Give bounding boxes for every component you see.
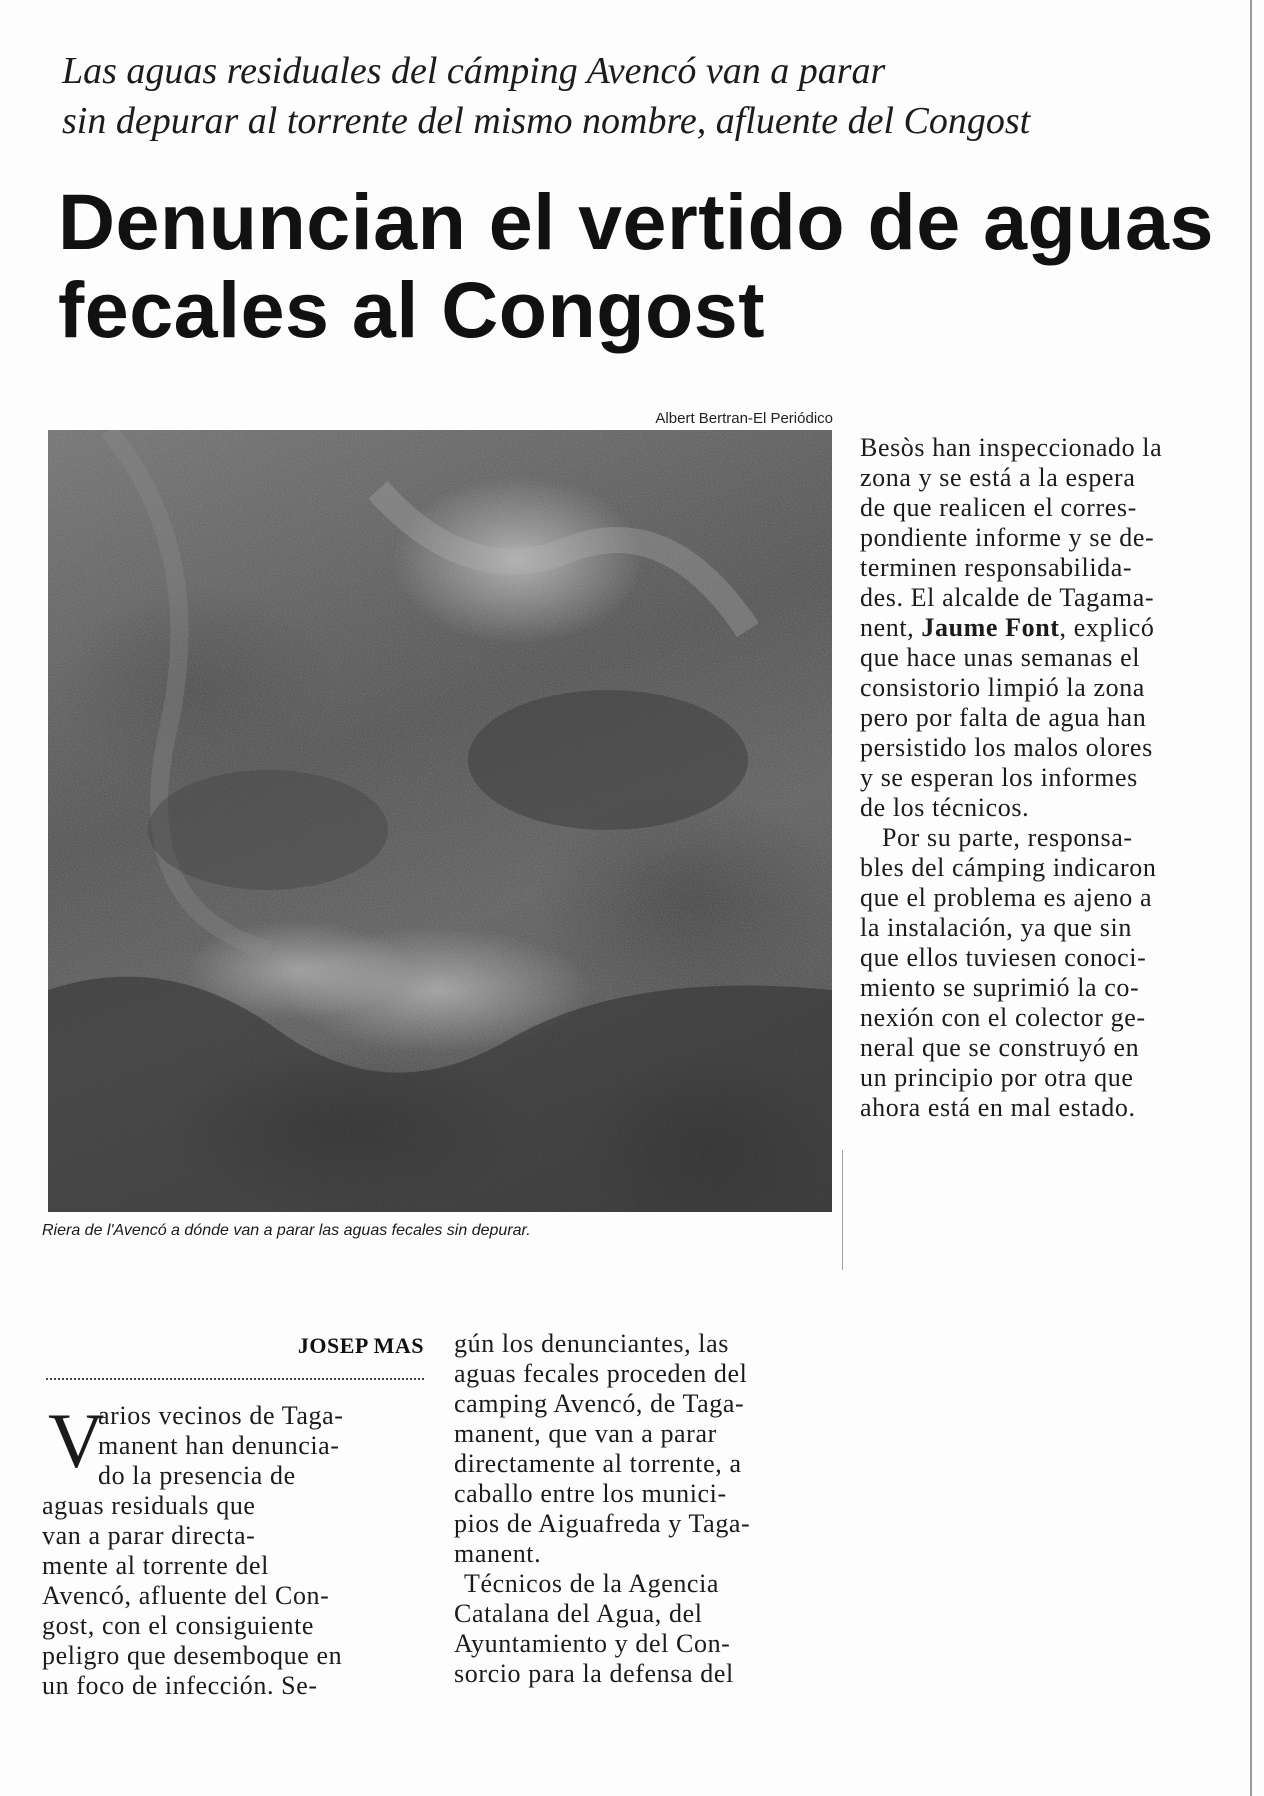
article-column-left	[42, 1397, 420, 1701]
text-line: Ayuntamiento y del Con-	[454, 1629, 731, 1658]
text-line: pondiente informe y se de-	[860, 523, 1155, 552]
headline-line: Denuncian el vertido de aguas	[58, 177, 1214, 266]
article-column-middle	[454, 1329, 824, 1689]
text-line: persistido los malos olores	[860, 733, 1153, 762]
column-separator	[842, 1150, 843, 1270]
byline: JOSEP MAS	[297, 1333, 424, 1358]
text-line: peligro que desemboque en	[42, 1641, 343, 1670]
text-line: pios de Aiguafreda y Taga-	[454, 1509, 751, 1538]
text-line: manent, que van a parar	[454, 1419, 717, 1448]
text-line: Técnicos de la Agencia	[464, 1569, 720, 1598]
text-line: arios vecinos de Taga-	[98, 1401, 344, 1430]
text-line: y se esperan los informes	[860, 763, 1138, 792]
text-line: un principio por otra que	[860, 1063, 1134, 1092]
text-line: manent.	[454, 1539, 542, 1568]
text-line: que el problema es ajeno a	[860, 883, 1153, 912]
text-line: ahora está en mal estado.	[860, 1093, 1136, 1122]
article-column-right	[860, 433, 1240, 1123]
text-line: sorcio para la defensa del	[454, 1659, 734, 1688]
headline	[58, 178, 1248, 354]
text-line: van a parar directa-	[42, 1521, 256, 1550]
person-name: Jaume Font	[921, 613, 1060, 642]
text-line: Por su parte, responsa-	[882, 823, 1133, 852]
text-line: mente al torrente del	[42, 1551, 269, 1580]
text-line: Avencó, afluente del Con-	[42, 1581, 330, 1610]
text-line: terminen responsabilida-	[860, 553, 1133, 582]
text-line	[860, 613, 1240, 643]
text-line: directamente al torrente, a	[454, 1449, 742, 1478]
subheadline-line: Las aguas residuales del cámping Avencó van a parar	[62, 50, 886, 92]
text-line: camping Avencó, de Taga-	[454, 1389, 745, 1418]
photo-caption: Riera de l'Avencó a dónde van a parar las aguas fecales sin depurar.	[42, 1222, 531, 1239]
text-line: aguas fecales proceden del	[454, 1359, 748, 1388]
subheadline	[62, 46, 1242, 146]
text-line: gún los denunciantes, las	[454, 1329, 729, 1358]
headline-line: fecales al Congost	[58, 265, 766, 354]
text-line: de que realicen el corres-	[860, 493, 1137, 522]
text-line: des. El alcalde de Tagama-	[860, 583, 1155, 612]
page-edge-rule	[1250, 0, 1252, 1796]
text-fragment: , explicó	[1059, 613, 1155, 642]
text-line: Besòs han inspeccionado la	[860, 433, 1163, 462]
text-line: neral que se construyó en	[860, 1033, 1140, 1062]
text-line: miento se suprimió la co-	[860, 973, 1140, 1002]
text-line: bles del cámping indicaron	[860, 853, 1157, 882]
text-line: caballo entre los munici-	[454, 1479, 727, 1508]
subheadline-line: sin depurar al torrente del mismo nombre, afluente del Congost	[62, 100, 1031, 142]
text-line: que ellos tuviesen conoci-	[860, 943, 1147, 972]
text-line: que hace unas semanas el	[860, 643, 1141, 672]
text-line: Catalana del Agua, del	[454, 1599, 703, 1628]
byline-divider	[46, 1378, 424, 1380]
text-line: manent han denuncia-	[98, 1431, 340, 1460]
text-line: un foco de infección. Se-	[42, 1671, 318, 1700]
text-line: pero por falta de agua han	[860, 703, 1147, 732]
river-photo	[48, 430, 832, 1212]
text-line: do la presencia de	[98, 1461, 296, 1490]
text-fragment: nent,	[860, 613, 922, 642]
text-line: zona y se está a la espera	[860, 463, 1136, 492]
drop-cap: V	[48, 1397, 105, 1484]
text-line: nexión con el colector ge-	[860, 1003, 1146, 1032]
photo-credit: Albert Bertran-El Periódico	[655, 410, 833, 427]
river-photo-texture	[48, 430, 832, 1212]
text-line: consistorio limpió la zona	[860, 673, 1145, 702]
text-line: aguas residuals que	[42, 1491, 256, 1520]
text-line: de los técnicos.	[860, 793, 1030, 822]
text-line: la instalación, ya que sin	[860, 913, 1132, 942]
text-line: gost, con el consiguiente	[42, 1611, 315, 1640]
